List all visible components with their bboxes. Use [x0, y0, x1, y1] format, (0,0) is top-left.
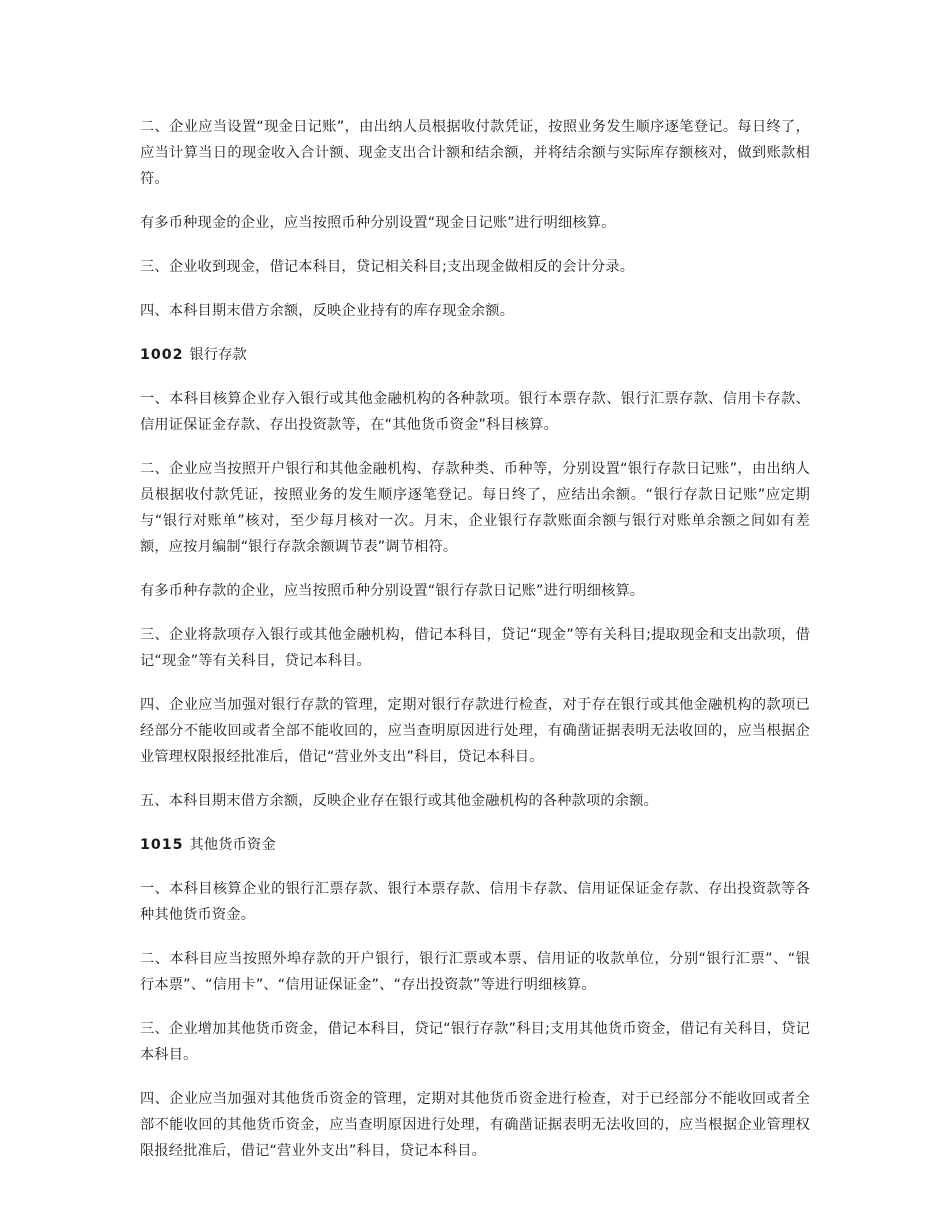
paragraph: 三、企业将款项存入银行或其他金融机构，借记本科目，贷记“现金”等有关科目;提取现金和支出款项，借记“现金”等有关科目，贷记本科目。: [140, 627, 810, 669]
paragraph: 二、企业应当按照开户银行和其他金融机构、存款种类、币种等，分别设置“银行存款日记账”，由出纳人员根据收付款凭证，按照业务的发生顺序逐笔登记。每日终了，应结出余额。“银行存款日记账”应定期与“银行对账单”核对，至少每月核对一次。月末，企业银行存款账面余额与银行对账单余额之间如有差额，应按月编制“银行存款余额调节表”调节相符。: [140, 461, 810, 555]
paragraph: 四、企业应当加强对其他货币资金的管理，定期对其他货币资金进行检查，对于已经部分不能收回或者全部不能收回的其他货币资金，应当查明原因进行处理，有确凿证据表明无法收回的，应当根据企业管理权限报经批准后，借记“营业外支出”科目，贷记本科目。: [140, 1091, 810, 1159]
paragraph: 有多币种现金的企业，应当按照币种分别设置“现金日记账”进行明细核算。: [140, 215, 616, 231]
account-title: 其他货币资金: [189, 837, 276, 853]
paragraph: 二、本科目应当按照外埠存款的开户银行，银行汇票或本票、信用证的收款单位，分别“银行汇票”、“银行本票”、“信用卡”、“信用证保证金”、“存出投资款”等进行明细核算。: [140, 951, 810, 993]
paragraph: 五、本科目期末借方余额，反映企业存在银行或其他金融机构的各种款项的余额。: [140, 793, 658, 809]
paragraph: 二、企业应当设置“现金日记账”，由出纳人员根据收付款凭证，按照业务发生顺序逐笔登记。每日终了，应当计算当日的现金收入合计额、现金支出合计额和结余额，并将结余额与实际库存额核对，做到账款相符。: [140, 119, 810, 187]
document-page: [140, 114, 810, 1182]
paragraph: 四、企业应当加强对银行存款的管理，定期对银行存款进行检查，对于存在银行或其他金融机构的款项已经部分不能收回或者全部不能收回的，应当查明原因进行处理，有确凿证据表明无法收回的，应当根据企业管理权限报经批准后，借记“营业外支出”科目，贷记本科目。: [140, 697, 810, 765]
paragraph: 三、企业收到现金，借记本科目，贷记相关科目;支出现金做相反的会计分录。: [140, 259, 635, 275]
paragraph: 一、本科目核算企业存入银行或其他金融机构的各种款项。银行本票存款、银行汇票存款、信用卡存款、信用证保证金存款、存出投资款等，在“其他货币资金”科目核算。: [140, 391, 810, 433]
account-code: 1002: [140, 347, 184, 363]
paragraph: 一、本科目核算企业的银行汇票存款、银行本票存款、信用卡存款、信用证保证金存款、存出投资款等各种其他货币资金。: [140, 881, 810, 923]
paragraph: 四、本科目期末借方余额，反映企业持有的库存现金余额。: [140, 303, 515, 319]
paragraph: 有多币种存款的企业，应当按照币种分别设置“银行存款日记账”进行明细核算。: [140, 583, 645, 599]
section-heading-1002: [140, 342, 810, 368]
account-code: 1015: [140, 837, 184, 853]
section-heading-1015: [140, 832, 810, 858]
paragraph: 三、企业增加其他货币资金，借记本科目，贷记“银行存款”科目;支用其他货币资金，借记有关科目，贷记本科目。: [140, 1021, 810, 1063]
account-title: 银行存款: [189, 347, 248, 363]
